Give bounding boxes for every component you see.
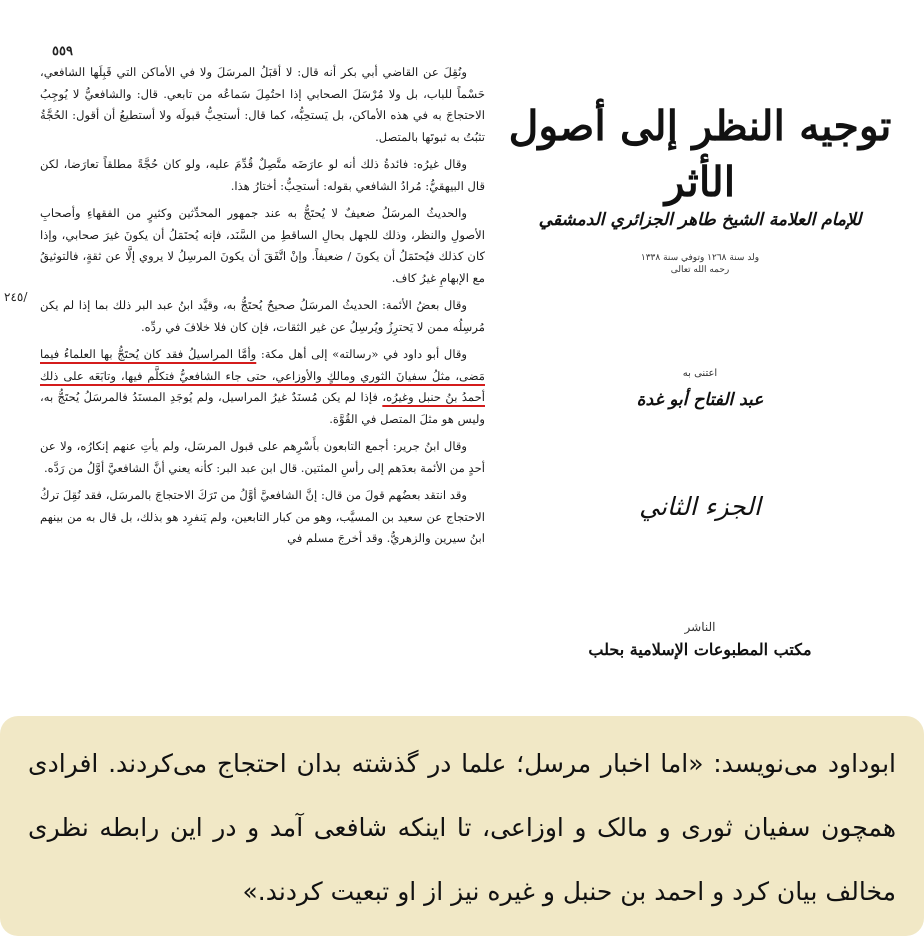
text-page bbox=[4, 44, 485, 694]
paragraph: وقال غيرُه: فائدةُ ذلك أنه لو عارَضَه متَّصِلٌ قُدِّمَ عليه، ولو كان حُجَّةً مطلقاً تعارَضا، لكن قال البيهقيُّ: مُرادُ الشافعي بقوله: أستحِبُّ: أختارُ هذا. bbox=[40, 157, 485, 193]
dates-line: ولد سنة ١٢٦٨ وتوفي سنة ١٣٣٨ bbox=[640, 253, 760, 263]
margin-page-reference: ٢٤٥/ bbox=[4, 290, 28, 304]
page-number: ٥٥٩ bbox=[52, 44, 73, 59]
paragraphs bbox=[40, 62, 485, 556]
publisher-label: الناشر bbox=[684, 620, 716, 634]
paragraph: ونُقِلَ عن القاضي أبي بكر أنه قال: لا أقبَلُ المرسَلَ ولا في الأماكن التي قَبِلَها الشافعي، حَسْماً للباب، بل ولا مُرْسَلَ الصحابي إذا احتُمِلَ سَماعُه من تابعي. قال: والشافعيُّ لا يُوجِبُ الاحتجاجَ به في هذه الأماكن، بل يَستحِبُّه، كما قال: أستحِبُّ قبولَه ولا أستطيعُ أن أقول: الحُجَّةُ تثبُتُ به ثبوتَها بالمتصل. bbox=[40, 65, 485, 144]
underlined-quote: وأمَّا المراسيلُ فقد كان يُحتَجُّ بها العلماءُ فيما مَضى، مثلُ سفيانَ الثوري ومالكٍ والأوزاعي، حتى جاء الشافعيُّ فتكلَّم فيها، وتابَعَه على ذلك أحمدُ بنُ حنبل وغيرُه، bbox=[40, 347, 485, 404]
volume-part: الجزء الثاني bbox=[639, 492, 761, 521]
title-page bbox=[490, 40, 910, 700]
paragraph: والحديثُ المرسَلُ ضعيفٌ لا يُحتَجُّ به عند جمهور المحدِّثين وكثيرٍ من الفقهاءِ وأصحابِ الأصولِ والنظر، وذلك للجهل بحالِ الساقطِ من السَّنَد، فإنه يُحتَمَلُ أن يكونَ غيرَ صحابي، وإذا كان كذلك فيُحتَمَلُ أن يكونَ / ضعيفاً. وإنْ اتَّفَقَ أن يكونَ المرسِلُ لا يروي إلَّا عن ثقةٍ، فالتوثيقُ مع الإبهامِ غيرُ كاف. bbox=[40, 206, 485, 285]
edited-by-label: اعتنى به bbox=[682, 368, 718, 379]
paragraph: وقد انتقد بعضُهم قولَ من قال: إنَّ الشافعيَّ أوَّلُ من تَرَكَ الاحتجاجَ بالمرسَل، فقد نُقِلَ تركُ الاحتجاج عن سعيد بن المسيَّب، وهو من كبار التابعين، ولم يَنفرِد هو بذلك، بل قال به من بينهم ابنُ سيرين والزهريُّ. وقد أخرجَ مسلم في bbox=[40, 488, 485, 545]
paragraph: وقال ابنُ جرير: أجمع التابعون بأَسْرِهم على قبول المرسَل، ولم يأتِ عنهم إنكارُه، ولا عن أحدٍ من الأئمة بعدَهم إلى رأسِ المئتين. قال ابن عبد البر: كأنه يعني أنَّ الشافعيَّ أوَّلُ من رَدَّه. bbox=[40, 439, 485, 475]
paragraph-lead: وقال أبو داود في «رسالته» إلى أهل مكة: bbox=[256, 347, 467, 361]
book-title: توجيه النظر إلى أصول الأثر bbox=[508, 102, 892, 206]
editor-name: عبد الفتاح أبو غدة bbox=[636, 390, 764, 410]
quoted-paragraph bbox=[40, 344, 485, 430]
caption-banner bbox=[0, 716, 924, 936]
paragraph: وقال بعضُ الأئمة: الحديثُ المرسَلُ صحيحٌ يُحتَجُّ به، وقيَّد ابنُ عبد البر ذلك بما إذا لم يكن مُرسِلُه ممن لا يَحترِزُ ويُرسِلُ عن غير الثقات، فإن كان فلا خلافَ في ردِّه. bbox=[40, 298, 485, 334]
caption-text: ابوداود می‌نویسد: «اما اخبار مرسل؛ علما در گذشته بدان احتجاج می‌کردند. افرادی همچون سفیان ثوری و مالک و اوزاعی، تا اینکه شافعی آمد و در این رابطه نظری مخالف بیان کرد و احمد بن حنبل و غیره نیز از او تبعیت کردند.» bbox=[28, 749, 896, 906]
dates-line: رحمه الله تعالى bbox=[670, 265, 730, 275]
paragraph-tail: فإذا لم يكن مُسنَدٌ غيرُ المراسيل، ولم يُوجَدِ المسنَدُ فالمرسَلُ يُحتَجُّ به، وليس هو مثلَ المتصل في القُوَّة. bbox=[40, 390, 485, 426]
author-dates bbox=[630, 252, 770, 276]
author-line: للإمام العلامة الشيخ طاهر الجزائري الدمشقي bbox=[538, 210, 862, 230]
publisher-name: مكتب المطبوعات الإسلامية بحلب bbox=[588, 640, 812, 659]
